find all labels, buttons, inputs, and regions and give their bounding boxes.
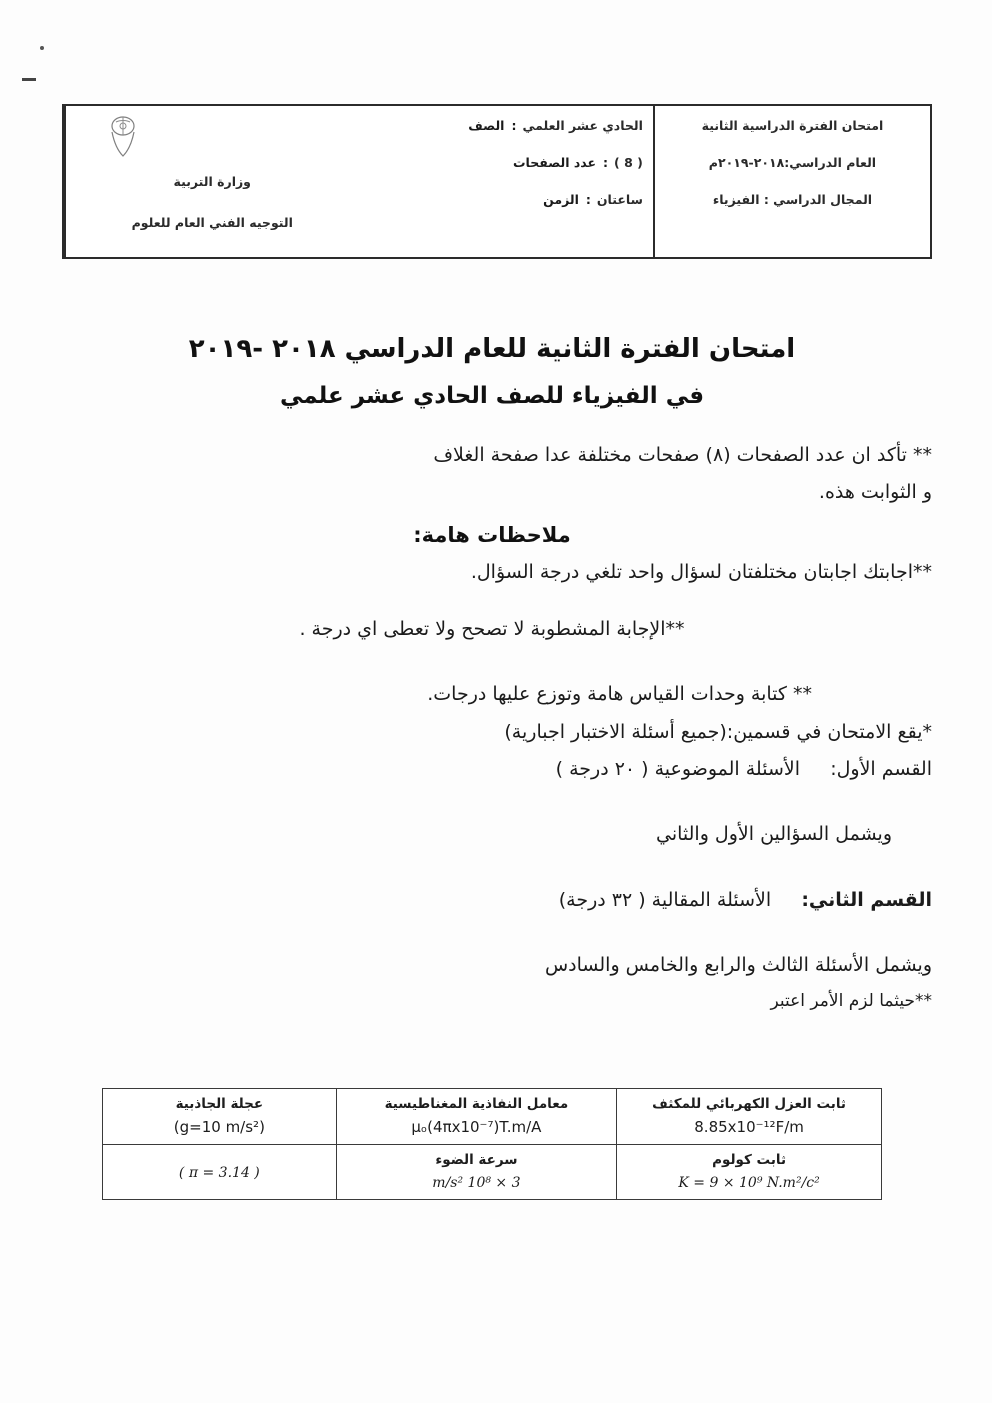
field-pages-value: ( 8 ) xyxy=(614,155,643,170)
field-duration xyxy=(368,192,642,207)
cell-gravity-title: عجلة الجاذبية xyxy=(175,1096,264,1112)
scan-artifact-dot xyxy=(40,46,44,50)
field-grade xyxy=(368,118,642,133)
section-two-label: القسم الثاني: xyxy=(801,888,932,911)
header-fields-column xyxy=(358,106,652,257)
title-line-1: امتحان الفترة الثانية للعام الدراسي ٢٠١٨ -٢٠١٩ xyxy=(188,334,796,364)
cell-gravity xyxy=(103,1089,337,1145)
cell-light-speed-title: سرعة الضوء xyxy=(435,1152,518,1169)
department-name: التوجيه الفني العام للعلوم xyxy=(131,214,293,230)
cell-light-speed xyxy=(336,1145,616,1200)
note-item-1: **اجابتك اجابتان مختلفتان لسؤال واحد تلغي درجة السؤال. xyxy=(470,560,932,583)
state-emblem-icon xyxy=(102,112,144,158)
intro-line-1: ** تأكد ان عدد الصفحات (٨) صفحات مختلفة عدا صفحة الغلاف xyxy=(433,444,932,466)
field-grade-colon: : xyxy=(511,118,517,133)
instructions-body xyxy=(52,440,932,1021)
header-ministry-column xyxy=(64,106,358,257)
subject-field: المجال الدراسي : الفيزياء xyxy=(712,192,873,207)
cell-gravity-value: (g=10 m/s²) xyxy=(173,1117,265,1136)
field-duration-label: الزمن xyxy=(543,192,579,207)
cell-permittivity-title: ثابت العزل الكهربائي للمكثف xyxy=(652,1096,846,1112)
cell-coulomb-value: K = 9 × 10⁹ N.m²/c² xyxy=(678,1174,820,1191)
academic-year: العام الدراسي:٢٠١٨-٢٠١٩م xyxy=(708,155,877,170)
note-item-2: **الإجابة المشطوبة لا تصحح ولا تعطى اي درجة . xyxy=(299,618,685,641)
cell-permittivity-value: 8.85x10⁻¹²F/m xyxy=(694,1117,804,1136)
cell-permeability xyxy=(336,1089,616,1145)
cell-permeability-title: معامل النفاذية المغناطيسية xyxy=(384,1096,569,1112)
note-item-3: ** كتابة وحدات القياس هامة وتوزع عليها درجات. xyxy=(427,683,812,706)
section-one-line xyxy=(52,754,932,785)
table-row xyxy=(103,1145,882,1200)
scan-artifact-line xyxy=(22,78,36,81)
ministry-name: وزارة التربية xyxy=(173,173,251,189)
cell-permeability-value: μₒ(4πx10⁻⁷)T.m/A xyxy=(411,1117,542,1136)
table-row xyxy=(103,1089,882,1145)
cell-pi-value: ( π = 3.14 ) xyxy=(178,1165,260,1182)
field-pages-label: عدد الصفحات xyxy=(512,155,597,170)
page-title xyxy=(52,330,932,414)
cell-light-speed-value: 3 × 10⁸ m/s² xyxy=(432,1174,521,1191)
section-one-label: القسم الأول: xyxy=(830,758,932,781)
section-two-includes: ويشمل الأسئلة الثالث والرابع والخامس والسادس xyxy=(544,954,932,977)
section-two-value: الأسئلة المقالية ( ٣٢ درجة) xyxy=(558,888,772,911)
notes-heading: ملاحظات هامة: xyxy=(413,522,571,547)
footnote-line: **حيثما لزم الأمر اعتبر xyxy=(770,991,932,1012)
constants-table xyxy=(102,1088,882,1200)
header-center-column xyxy=(653,106,930,257)
section-one-value: الأسئلة الموضوعية ( ٢٠ درجة ) xyxy=(555,758,800,781)
field-pages xyxy=(368,155,642,170)
exam-period-title: امتحان الفترة الدراسية الثانية xyxy=(701,118,884,133)
intro-line-2: و الثوابت هذه. xyxy=(818,481,932,504)
cell-pi xyxy=(103,1145,337,1200)
header-info-table xyxy=(62,104,932,259)
note-item-4: *يقع الامتحان في قسمين:(جميع أسئلة الاختبار اجبارية) xyxy=(504,720,932,743)
cell-coulomb-title: ثابت كولوم xyxy=(712,1152,787,1169)
section-two-line xyxy=(52,885,932,916)
field-duration-value: ساعتان xyxy=(596,192,643,207)
field-grade-value: الحادي عشر العلمي xyxy=(522,118,643,133)
field-duration-colon: : xyxy=(585,192,591,207)
section-one-includes: ويشمل السؤالين الأول والثاني xyxy=(656,823,892,846)
cell-coulomb xyxy=(617,1145,882,1200)
title-line-2: في الفيزياء للصف الحادي عشر علمي xyxy=(279,383,705,409)
field-pages-colon: : xyxy=(603,155,609,170)
field-grade-label: الصف xyxy=(468,118,505,133)
cell-permittivity xyxy=(617,1089,882,1145)
